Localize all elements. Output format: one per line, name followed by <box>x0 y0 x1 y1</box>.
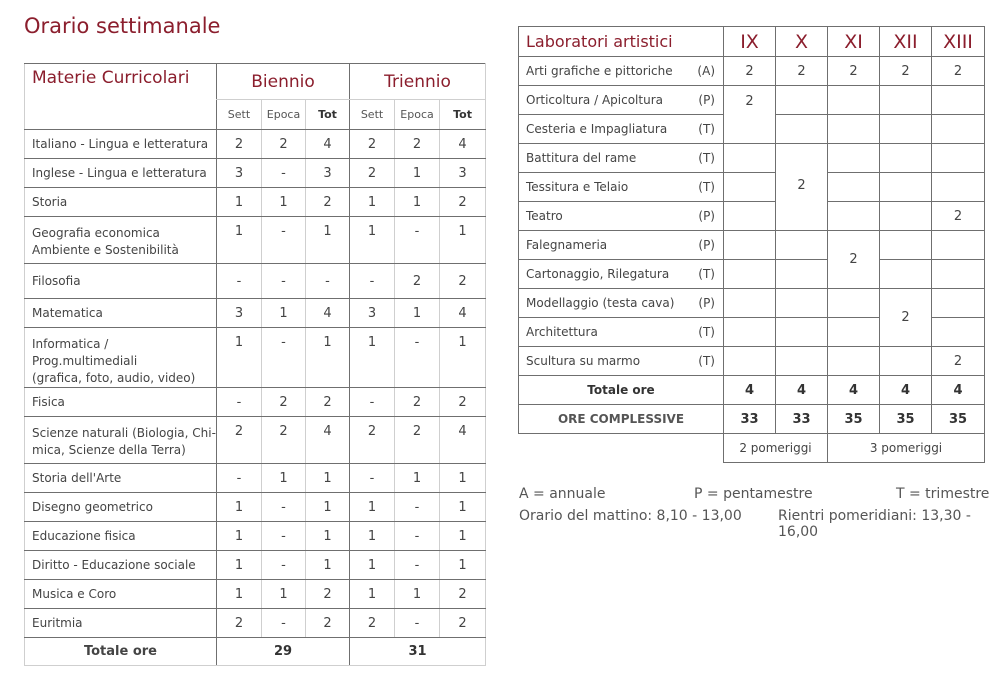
lab-hours: 2 <box>880 289 932 347</box>
subject-label <box>25 551 217 580</box>
lab-code: (T) <box>679 318 724 347</box>
hours-cell: 1 <box>217 522 262 551</box>
hours-cell: - <box>395 328 440 388</box>
subject-label-line: Ambiente e Sostenibilità <box>32 243 179 257</box>
hours-cell: 3 <box>217 159 262 188</box>
subject-label <box>25 522 217 551</box>
lab-cell <box>724 347 776 376</box>
hours-cell: - <box>350 388 395 417</box>
hours-cell: 1 <box>395 299 440 328</box>
lab-cell <box>828 115 880 144</box>
lab-cell <box>776 289 828 318</box>
lab-hours: 2 <box>776 144 828 231</box>
hours-cell: 2 <box>440 580 486 609</box>
hours-cell: 2 <box>350 417 395 464</box>
hours-cell: 2 <box>306 388 350 417</box>
hours-cell: 2 <box>217 609 262 638</box>
hours-cell: 2 <box>217 130 262 159</box>
labs-total: 4 <box>880 376 932 405</box>
hours-cell: 2 <box>306 609 350 638</box>
hours-cell: - <box>262 551 306 580</box>
hours-cell: 1 <box>395 188 440 217</box>
hours-cell: 1 <box>217 188 262 217</box>
lab-cell <box>776 260 828 289</box>
hours-cell: 2 <box>350 130 395 159</box>
lab-code: (P) <box>679 289 724 318</box>
hours-cell: 1 <box>217 217 262 264</box>
subject-row <box>25 551 486 580</box>
year-xi: XI <box>828 27 880 57</box>
subject-row <box>25 188 486 217</box>
subject-label-line: Fisica <box>32 394 65 409</box>
hours-cell: - <box>217 388 262 417</box>
lab-label: Architettura <box>519 318 679 347</box>
labs-table <box>518 26 985 463</box>
lab-cell <box>828 144 880 173</box>
subject-label <box>25 328 217 388</box>
hours-cell: 1 <box>440 522 486 551</box>
year-xii: XII <box>880 27 932 57</box>
hours-cell: 4 <box>306 130 350 159</box>
lab-cell <box>724 289 776 318</box>
morning-schedule: Orario del mattino: 8,10 - 13,00 <box>519 508 742 524</box>
afternoon-schedule: Rientri pomeridiani: 13,30 - 16,00 <box>778 508 971 540</box>
afternoons-note: 3 pomeriggi <box>828 434 985 463</box>
subject-row <box>25 159 486 188</box>
lab-cell <box>828 347 880 376</box>
subject-row <box>25 464 486 493</box>
subheader-tot: Tot <box>306 100 350 130</box>
subject-row <box>25 493 486 522</box>
lab-label: Battitura del rame <box>519 144 679 173</box>
hours-cell: 3 <box>440 159 486 188</box>
lab-cell <box>880 144 932 173</box>
subject-label <box>25 417 217 464</box>
hours-cell: 4 <box>306 417 350 464</box>
lab-cell <box>880 173 932 202</box>
legend-annual: A = annuale <box>519 486 606 502</box>
lab-code: (T) <box>679 347 724 376</box>
hours-cell: 1 <box>217 580 262 609</box>
hours-cell: 2 <box>306 580 350 609</box>
lab-label: Teatro <box>519 202 679 231</box>
hours-cell: - <box>395 217 440 264</box>
overall-hours: 33 <box>724 405 776 434</box>
biennio-total: 29 <box>217 638 350 666</box>
subject-row <box>25 522 486 551</box>
hours-cell: 1 <box>395 464 440 493</box>
subject-row <box>25 264 486 299</box>
subject-row <box>25 328 486 388</box>
lab-hours: 2 <box>828 231 880 289</box>
hours-cell: 2 <box>440 388 486 417</box>
lab-cell <box>932 231 985 260</box>
curricular-header: Materie Curricolari <box>25 64 217 130</box>
lab-cell <box>932 144 985 173</box>
subject-label-line: Geografia economica <box>32 226 160 240</box>
overall-label: ORE COMPLESSIVE <box>519 405 724 434</box>
hours-cell: 1 <box>440 217 486 264</box>
hours-cell: 1 <box>440 493 486 522</box>
hours-cell: 1 <box>350 328 395 388</box>
subject-label <box>25 609 217 638</box>
hours-cell: - <box>395 551 440 580</box>
subject-label <box>25 388 217 417</box>
subject-label <box>25 299 217 328</box>
lab-code: (T) <box>679 260 724 289</box>
labs-total: 4 <box>932 376 985 405</box>
subheader-epoca: Epoca <box>395 100 440 130</box>
subject-label-line: Scienze naturali (Biologia, Chi- <box>32 426 216 440</box>
lab-hours: 2 <box>828 57 880 86</box>
lab-code: (P) <box>679 231 724 260</box>
lab-label: Modellaggio (testa cava) <box>519 289 679 318</box>
page-title: Orario settimanale <box>24 14 221 38</box>
hours-cell: 1 <box>262 464 306 493</box>
lab-code: (T) <box>679 144 724 173</box>
lab-hours: 2 <box>932 347 985 376</box>
hours-cell: - <box>395 522 440 551</box>
hours-cell: 1 <box>395 580 440 609</box>
hours-cell: - <box>262 217 306 264</box>
subject-row <box>25 130 486 159</box>
hours-cell: 1 <box>306 217 350 264</box>
hours-cell: 1 <box>262 299 306 328</box>
hours-cell: 2 <box>440 264 486 299</box>
hours-cell: 1 <box>306 464 350 493</box>
hours-cell: - <box>217 264 262 299</box>
hours-cell: 2 <box>350 609 395 638</box>
hours-cell: 1 <box>350 551 395 580</box>
hours-cell: - <box>262 159 306 188</box>
hours-cell: 2 <box>395 388 440 417</box>
hours-cell: 1 <box>395 159 440 188</box>
hours-cell: - <box>395 493 440 522</box>
lab-cell <box>828 173 880 202</box>
lab-cell <box>776 115 828 144</box>
lab-hours: 2 <box>776 57 828 86</box>
year-ix: IX <box>724 27 776 57</box>
lab-cell <box>724 318 776 347</box>
labs-header: Laboratori artistici <box>519 27 724 57</box>
lab-label: Falegnameria <box>519 231 679 260</box>
lab-code: (T) <box>679 173 724 202</box>
hours-cell: - <box>395 609 440 638</box>
overall-hours: 35 <box>932 405 985 434</box>
hours-cell: - <box>262 264 306 299</box>
legend-trimestre: T = trimestre <box>896 486 990 502</box>
lab-hours: 2 <box>880 57 932 86</box>
hours-cell: 1 <box>262 580 306 609</box>
hours-cell: 1 <box>217 493 262 522</box>
subject-label-line: Diritto - Educazione sociale <box>32 557 196 572</box>
labs-total: 4 <box>776 376 828 405</box>
subject-label <box>25 217 217 264</box>
lab-hours: 2 <box>932 202 985 231</box>
triennio-total: 31 <box>350 638 486 666</box>
subheader-tot: Tot <box>440 100 486 130</box>
hours-cell: 1 <box>306 493 350 522</box>
lab-cell <box>828 202 880 231</box>
hours-cell: 2 <box>350 159 395 188</box>
subject-label <box>25 493 217 522</box>
hours-cell: - <box>262 493 306 522</box>
labs-total: 4 <box>828 376 880 405</box>
hours-cell: 2 <box>262 130 306 159</box>
subject-label-line: Musica e Coro <box>32 586 117 601</box>
subject-label-line: Inglese - Lingua e letteratura <box>32 165 207 180</box>
subject-label <box>25 264 217 299</box>
hours-cell: 1 <box>440 464 486 493</box>
lab-cell <box>776 318 828 347</box>
hours-cell: - <box>262 522 306 551</box>
lab-cell <box>776 231 828 260</box>
lab-cell <box>932 173 985 202</box>
subject-label-line: Storia dell'Arte <box>32 470 122 485</box>
subject-label <box>25 464 217 493</box>
hours-cell: 1 <box>217 551 262 580</box>
subheader-sett: Sett <box>217 100 262 130</box>
subheader-epoca: Epoca <box>262 100 306 130</box>
hours-cell: 3 <box>306 159 350 188</box>
subject-label <box>25 188 217 217</box>
subject-row <box>25 580 486 609</box>
hours-cell: 2 <box>262 417 306 464</box>
curricular-total-label: Totale ore <box>25 638 217 666</box>
lab-label: Orticoltura / Apicoltura <box>519 86 679 115</box>
lab-code: (T) <box>679 115 724 144</box>
lab-hours: 2 <box>724 86 776 144</box>
hours-cell: 3 <box>350 299 395 328</box>
subject-label-line: Matematica <box>32 305 103 320</box>
lab-cell <box>828 86 880 115</box>
curricular-table <box>24 63 486 666</box>
subject-label-line: Informatica / Prog.multimediali <box>32 337 138 368</box>
year-x: X <box>776 27 828 57</box>
lab-cell <box>880 115 932 144</box>
lab-hours: 2 <box>724 57 776 86</box>
hours-cell: - <box>350 264 395 299</box>
lab-cell <box>880 202 932 231</box>
subheader-sett: Sett <box>350 100 395 130</box>
hours-cell: 2 <box>217 417 262 464</box>
hours-cell: 1 <box>306 551 350 580</box>
lab-code: (A) <box>679 57 724 86</box>
subject-row <box>25 609 486 638</box>
subject-label <box>25 159 217 188</box>
lab-cell <box>932 289 985 318</box>
lab-cell <box>724 260 776 289</box>
lab-label: Tessitura e Telaio <box>519 173 679 202</box>
lab-cell <box>724 231 776 260</box>
year-xiii: XIII <box>932 27 985 57</box>
lab-cell <box>880 231 932 260</box>
subject-label-line: (grafica, foto, audio, video) <box>32 371 196 385</box>
lab-cell <box>932 260 985 289</box>
overall-hours: 33 <box>776 405 828 434</box>
hours-cell: 1 <box>350 217 395 264</box>
hours-cell: 2 <box>395 417 440 464</box>
hours-cell: - <box>306 264 350 299</box>
subject-label-line: Educazione fisica <box>32 528 136 543</box>
lab-cell <box>828 318 880 347</box>
subject-label-line: Filosofia <box>32 273 81 288</box>
hours-cell: 1 <box>350 580 395 609</box>
lab-hours: 2 <box>932 57 985 86</box>
hours-cell: - <box>217 464 262 493</box>
afternoons-note: 2 pomeriggi <box>724 434 828 463</box>
hours-cell: 2 <box>395 264 440 299</box>
hours-cell: - <box>262 609 306 638</box>
lab-code: (P) <box>679 86 724 115</box>
labs-total-label: Totale ore <box>519 376 724 405</box>
subject-label-line: Storia <box>32 194 68 209</box>
hours-cell: 2 <box>306 188 350 217</box>
hours-cell: 1 <box>306 328 350 388</box>
overall-hours: 35 <box>828 405 880 434</box>
hours-cell: 1 <box>217 328 262 388</box>
hours-cell: 2 <box>395 130 440 159</box>
hours-cell: 4 <box>306 299 350 328</box>
lab-cell <box>724 144 776 173</box>
lab-code: (P) <box>679 202 724 231</box>
lab-cell <box>880 86 932 115</box>
subject-row <box>25 388 486 417</box>
lab-label: Cesteria e Impagliatura <box>519 115 679 144</box>
biennio-header: Biennio <box>217 64 350 100</box>
lab-cell <box>880 260 932 289</box>
hours-cell: 1 <box>350 522 395 551</box>
lab-cell <box>932 115 985 144</box>
lab-label: Cartonaggio, Rilegatura <box>519 260 679 289</box>
subject-label-line: Euritmia <box>32 615 83 630</box>
lab-cell <box>932 86 985 115</box>
lab-cell <box>776 86 828 115</box>
subject-label <box>25 580 217 609</box>
lab-cell <box>932 318 985 347</box>
lab-cell <box>776 347 828 376</box>
hours-cell: 4 <box>440 299 486 328</box>
subject-label <box>25 130 217 159</box>
hours-cell: 4 <box>440 417 486 464</box>
hours-cell: 1 <box>440 328 486 388</box>
legend-pentamestre: P = pentamestre <box>694 486 813 502</box>
subject-row <box>25 217 486 264</box>
lab-cell <box>880 347 932 376</box>
lab-cell <box>828 289 880 318</box>
subject-label-line: Disegno geometrico <box>32 499 153 514</box>
hours-cell: 1 <box>306 522 350 551</box>
triennio-header: Triennio <box>350 64 486 100</box>
lab-label: Scultura su marmo <box>519 347 679 376</box>
hours-cell: 1 <box>350 493 395 522</box>
hours-cell: 4 <box>440 130 486 159</box>
overall-hours: 35 <box>880 405 932 434</box>
hours-cell: 1 <box>262 188 306 217</box>
lab-label: Arti grafiche e pittoriche <box>519 57 679 86</box>
lab-cell <box>724 173 776 202</box>
hours-cell: 1 <box>350 188 395 217</box>
subject-label-line: Italiano - Lingua e letteratura <box>32 136 209 151</box>
subject-row <box>25 299 486 328</box>
subject-label-line: mica, Scienze della Terra) <box>32 443 186 457</box>
lab-cell <box>724 202 776 231</box>
hours-cell: 2 <box>440 188 486 217</box>
hours-cell: - <box>350 464 395 493</box>
labs-total: 4 <box>724 376 776 405</box>
hours-cell: 2 <box>440 609 486 638</box>
hours-cell: 2 <box>262 388 306 417</box>
hours-cell: 1 <box>440 551 486 580</box>
hours-cell: 3 <box>217 299 262 328</box>
subject-row <box>25 417 486 464</box>
hours-cell: - <box>262 328 306 388</box>
